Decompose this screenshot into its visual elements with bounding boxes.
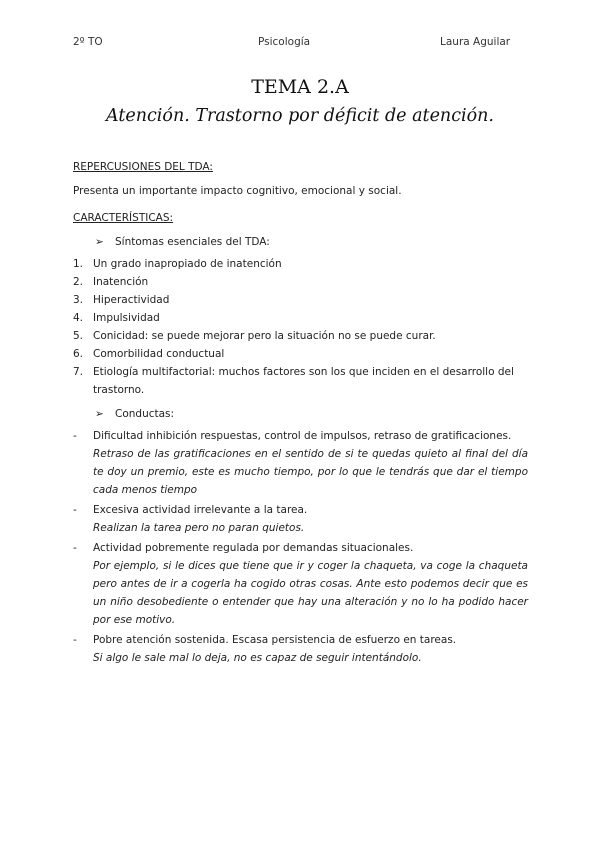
page-subtitle: Atención. Trastorno por déficit de atención. bbox=[106, 106, 494, 126]
list-item-text: Etiología multifactorial: muchos factores son los que inciden en el desarrollo del trastorno. bbox=[93, 366, 514, 396]
list-number: 6. bbox=[73, 348, 84, 360]
list-item bbox=[73, 291, 528, 309]
section-heading-caracteristicas: CARACTERÍSTICAS: bbox=[73, 212, 174, 224]
list-item-text: Inatención bbox=[93, 276, 149, 288]
conduct-note: Realizan la tarea pero no paran quietos. bbox=[93, 522, 305, 534]
conducts-label: Conductas: bbox=[115, 408, 175, 420]
dash-bullet-icon: - bbox=[73, 634, 77, 646]
list-item-text: Impulsividad bbox=[93, 312, 160, 324]
page-header bbox=[0, 36, 600, 52]
list-item bbox=[73, 255, 528, 273]
list-number: 3. bbox=[73, 294, 84, 306]
list-item bbox=[73, 363, 528, 399]
list-item-text: Un grado inapropiado de inatención bbox=[93, 258, 282, 270]
section-heading-repercusiones: REPERCUSIONES DEL TDA: bbox=[73, 161, 213, 173]
dash-bullet-icon: - bbox=[73, 430, 77, 442]
list-item bbox=[73, 273, 528, 291]
conduct-note: Si algo le sale mal lo deja, no es capaz de seguir intentándolo. bbox=[93, 652, 422, 664]
conduct-note: Retraso de las gratificaciones en el sentido de si te quedas quieto al final del día te doy un premio, este es mucho tiempo, por lo que le tendrás que dar el tiempo cada menos tiempo bbox=[93, 448, 528, 496]
list-number: 2. bbox=[73, 276, 84, 288]
conduct-text: Pobre atención sostenida. Escasa persistencia de esfuerzo en tareas. bbox=[93, 634, 457, 646]
list-item-text: Comorbilidad conductual bbox=[93, 348, 225, 360]
conduct-text: Actividad pobremente regulada por demandas situacionales. bbox=[93, 542, 414, 554]
symptoms-label: Síntomas esenciales del TDA: bbox=[115, 236, 270, 248]
repercusiones-text: Presenta un importante impacto cognitivo, emocional y social. bbox=[73, 185, 402, 197]
document-body bbox=[73, 158, 528, 669]
list-item bbox=[73, 539, 528, 629]
conducts-subheading bbox=[95, 405, 528, 423]
list-item bbox=[73, 327, 528, 345]
header-subject: Psicología bbox=[258, 36, 311, 48]
symptoms-subheading bbox=[95, 233, 528, 251]
dash-bullet-icon: - bbox=[73, 504, 77, 516]
symptoms-list bbox=[73, 255, 528, 399]
conduct-text: Excesiva actividad irrelevante a la tarea. bbox=[93, 504, 308, 516]
list-item-text: Conicidad: se puede mejorar pero la situación no se puede curar. bbox=[93, 330, 436, 342]
list-item-text: Hiperactividad bbox=[93, 294, 170, 306]
list-item bbox=[73, 427, 528, 499]
arrow-bullet-icon: ➢ bbox=[95, 408, 104, 420]
arrow-bullet-icon: ➢ bbox=[95, 236, 104, 248]
conduct-note: Por ejemplo, si le dices que tiene que ir y coger la chaqueta, va coge la chaqueta pero antes de ir a cogerla ha cogido otras cosas. Ante esto podemos decir que es un niño desobediente o entender que hay una alteración y no lo ha podido hacer por ese motivo. bbox=[93, 560, 528, 626]
list-item bbox=[73, 501, 528, 537]
header-author: Laura Aguilar bbox=[440, 36, 511, 48]
dash-bullet-icon: - bbox=[73, 542, 77, 554]
conduct-text: Dificultad inhibición respuestas, control de impulsos, retraso de gratificaciones. bbox=[93, 430, 512, 442]
list-item bbox=[73, 309, 528, 327]
list-item bbox=[73, 345, 528, 363]
list-number: 7. bbox=[73, 366, 84, 378]
conducts-list bbox=[73, 427, 528, 667]
page-title: TEMA 2.A bbox=[251, 76, 349, 98]
list-number: 1. bbox=[73, 258, 84, 270]
list-number: 4. bbox=[73, 312, 84, 324]
header-course: 2º TO bbox=[73, 36, 103, 48]
list-number: 5. bbox=[73, 330, 84, 342]
list-item bbox=[73, 631, 528, 667]
